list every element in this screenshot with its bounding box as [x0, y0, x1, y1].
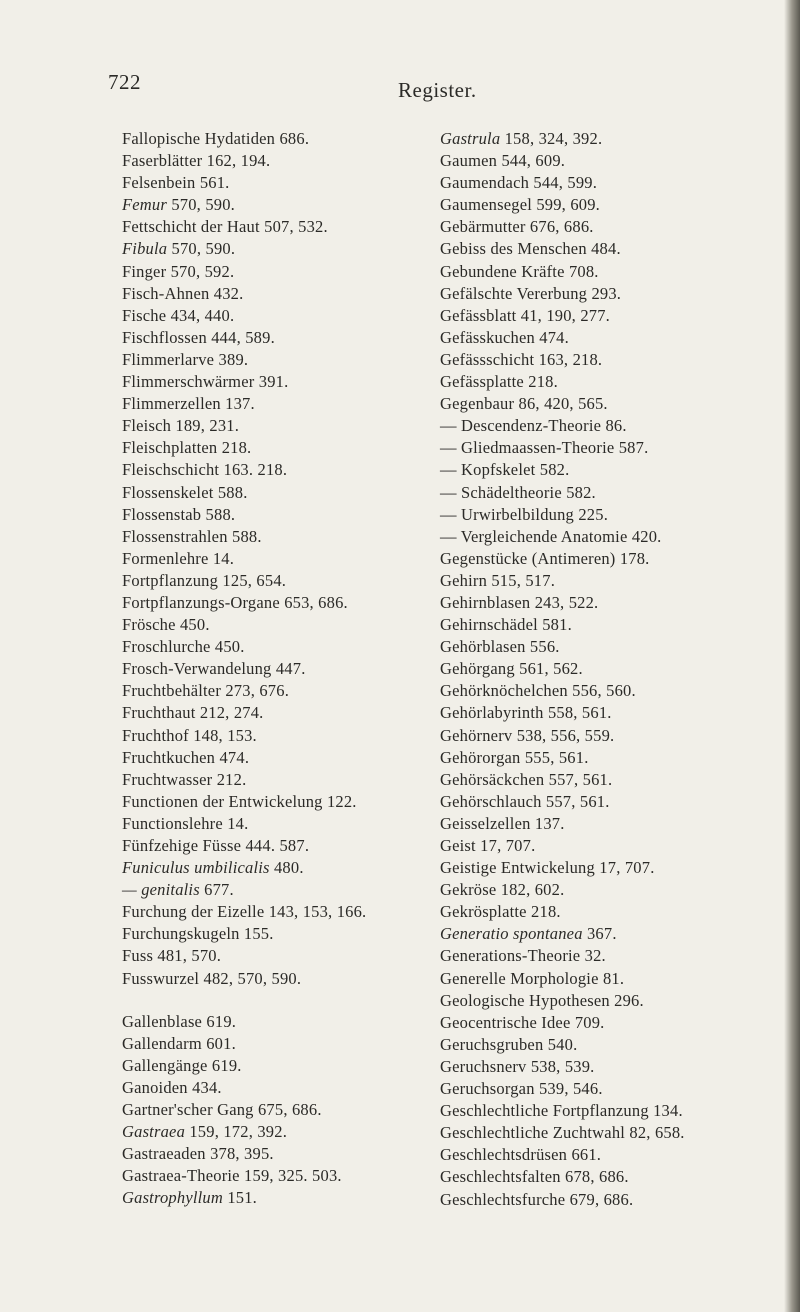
index-pages: 14.: [212, 548, 235, 568]
index-term: Gehirn: [440, 570, 488, 590]
index-entry: [122, 901, 432, 923]
index-term: Fallopische Hydatiden: [122, 129, 276, 148]
index-entry: [122, 570, 432, 592]
index-pages: 676, 686.: [529, 217, 594, 237]
index-entry: [440, 923, 770, 945]
index-pages: 558, 561.: [547, 703, 612, 723]
index-entry: [122, 658, 432, 680]
index-term: Fruchtbehälter: [122, 681, 222, 701]
index-pages: 218.: [221, 438, 252, 458]
index-term: Furchung der Eizelle: [122, 902, 265, 922]
index-pages: 677.: [204, 880, 234, 900]
index-term: Gehörorgan: [440, 747, 521, 767]
index-pages: 293.: [591, 283, 622, 303]
index-pages: 389.: [218, 349, 249, 369]
index-pages: 555, 561.: [524, 747, 589, 767]
index-term: Gegenstücke (Antimeren): [440, 548, 616, 568]
index-term: Geschlechtsdrüsen: [440, 1145, 568, 1165]
index-term: Geocentrische Idee: [440, 1012, 571, 1032]
index-pages: 159, 172, 392.: [189, 1122, 288, 1142]
index-entry: [440, 1034, 770, 1056]
index-pages: 661.: [571, 1145, 602, 1165]
index-entry: [440, 636, 770, 658]
index-term: Flimmerschwärmer: [122, 372, 255, 392]
index-term: Flossenstrahlen: [122, 526, 228, 546]
index-pages: 137.: [225, 394, 255, 414]
index-pages: 570, 592.: [170, 261, 235, 281]
index-pages: 582.: [566, 482, 596, 502]
index-entry: [440, 945, 770, 967]
index-pages: 444, 589.: [211, 327, 275, 347]
index-entry: [122, 614, 432, 636]
index-term: Fruchtkuchen: [122, 747, 216, 767]
index-entry: [122, 327, 432, 349]
index-entry: [122, 813, 432, 835]
index-entry: [122, 349, 432, 371]
index-pages: 539, 546.: [538, 1079, 603, 1099]
index-pages: 581.: [542, 615, 572, 635]
page-number: 722: [108, 70, 141, 94]
index-pages: 587.: [618, 438, 649, 458]
index-entry: [440, 1100, 770, 1122]
index-entry: [440, 725, 770, 747]
index-entry: [440, 371, 770, 393]
index-entry: [122, 128, 432, 150]
index-pages: 125, 654.: [222, 570, 287, 590]
index-entry: [122, 459, 432, 481]
index-entry: [122, 393, 432, 415]
index-pages: 432.: [213, 283, 244, 303]
index-entry: [122, 194, 432, 216]
index-term: Formenlehre: [122, 548, 209, 568]
index-entry: [122, 504, 432, 526]
index-term: Generations-Theorie: [440, 946, 581, 966]
index-term: — Schädeltheorie: [440, 482, 562, 502]
index-term: Gehörknöchelchen: [440, 681, 568, 701]
index-pages: 588.: [205, 504, 236, 524]
index-pages: 480.: [273, 858, 304, 878]
index-entry: [440, 835, 770, 857]
index-term: Gallendarm: [122, 1033, 202, 1053]
index-pages: 41, 190, 277.: [520, 305, 610, 325]
index-pages: 708.: [568, 261, 599, 281]
index-term: Gehörblasen: [440, 637, 526, 657]
index-column-right: [440, 128, 770, 1211]
index-pages: 538, 556, 559.: [516, 725, 615, 745]
index-entry: [122, 548, 432, 570]
index-term: Fuss: [122, 946, 154, 966]
index-term: Gastraea-Theorie: [122, 1166, 240, 1186]
index-term: Gefässschicht: [440, 349, 535, 369]
index-entry: [440, 968, 770, 990]
index-term: Fleischplatten: [122, 438, 218, 458]
index-term: Flimmerzellen: [122, 394, 221, 414]
index-term: Gastrula: [440, 129, 501, 148]
index-entry: [122, 680, 432, 702]
index-entry: [440, 349, 770, 371]
index-pages: 82, 658.: [629, 1123, 685, 1143]
index-entry: [122, 945, 432, 967]
index-pages: 653, 686.: [284, 592, 348, 612]
index-entry: [440, 1078, 770, 1100]
index-term: Geistige Entwickelung: [440, 858, 595, 878]
index-pages: 162, 194.: [206, 151, 271, 171]
index-entry: [440, 658, 770, 680]
index-entry: [122, 1055, 432, 1077]
index-entry: [122, 415, 432, 437]
index-term: Gegenbaur: [440, 394, 515, 414]
index-term: Gartner'scher Gang: [122, 1100, 254, 1120]
index-entry: [440, 901, 770, 923]
index-term: Fruchthaut: [122, 703, 196, 723]
index-pages: 218.: [531, 902, 561, 922]
index-entry: [440, 857, 770, 879]
index-entry: [440, 482, 770, 504]
index-term: Functionen der Entwickelung: [122, 791, 323, 811]
index-pages: 14.: [227, 813, 249, 833]
index-term: Gefässplatte: [440, 372, 524, 392]
index-entry: [440, 1144, 770, 1166]
index-term: Gefässblatt: [440, 305, 517, 325]
index-pages: 434.: [192, 1077, 222, 1097]
index-pages: 296.: [614, 990, 644, 1010]
index-pages: 482, 570, 590.: [203, 968, 302, 988]
index-entry: [440, 592, 770, 614]
index-term: Fettschicht der Haut: [122, 217, 260, 237]
index-pages: 474.: [219, 747, 250, 767]
index-term: Faserblätter: [122, 151, 203, 171]
index-entry: [122, 216, 432, 238]
index-term: Fortpflanzungs-Organe: [122, 592, 280, 612]
index-entry: [440, 305, 770, 327]
index-pages: 420.: [631, 526, 662, 546]
index-entry: [440, 459, 770, 481]
index-entry: [122, 747, 432, 769]
index-entry: [122, 172, 432, 194]
index-entry: [440, 1012, 770, 1034]
index-entry: [122, 1099, 432, 1121]
index-pages: 679, 686.: [569, 1189, 634, 1209]
index-entry: [440, 415, 770, 437]
index-entry: [440, 238, 770, 260]
index-entry: [122, 857, 432, 879]
index-entry: [440, 1166, 770, 1188]
index-term: Frosch-Verwandelung: [122, 659, 272, 679]
index-entry: [440, 747, 770, 769]
index-pages: 137.: [534, 813, 565, 833]
index-pages: 619.: [211, 1055, 242, 1075]
index-entry: [440, 990, 770, 1012]
index-term: Gebiss des Menschen: [440, 239, 587, 259]
index-pages: 557, 561.: [548, 769, 613, 789]
index-entry: [122, 526, 432, 548]
index-entry: [440, 791, 770, 813]
index-entry: [440, 702, 770, 724]
index-pages: 557, 561.: [545, 791, 610, 811]
index-term: Flossenstab: [122, 504, 202, 524]
index-pages: 588.: [217, 482, 248, 502]
index-entry: [122, 791, 432, 813]
index-entry: [122, 261, 432, 283]
index-pages: 556.: [529, 637, 560, 657]
index-pages: 134.: [653, 1101, 683, 1121]
index-pages: 561.: [199, 173, 230, 193]
index-term: Gebärmutter: [440, 217, 526, 237]
index-term: Gefälschte Vererbung: [440, 283, 588, 303]
index-pages: 484.: [591, 239, 621, 259]
index-pages: 178.: [619, 548, 650, 568]
index-term: Gehörlabyrinth: [440, 703, 544, 723]
index-term: Funiculus umbilicalis: [122, 858, 270, 878]
index-pages: 515, 517.: [491, 570, 556, 590]
index-pages: 212.: [216, 769, 247, 789]
index-term: Gaumendach: [440, 173, 530, 193]
index-entry: [440, 680, 770, 702]
index-pages: 81.: [602, 968, 625, 988]
index-entry: [122, 1165, 432, 1187]
index-term: Fleisch: [122, 416, 172, 436]
index-entry: [440, 570, 770, 592]
index-term: Fruchtwasser: [122, 769, 213, 789]
index-entry: [440, 548, 770, 570]
index-entry: [440, 1122, 770, 1144]
index-term: Fortpflanzung: [122, 570, 219, 590]
index-term: Ganoiden: [122, 1077, 188, 1097]
index-pages: 561, 562.: [519, 659, 583, 679]
index-term: Geruchsorgan: [440, 1079, 535, 1099]
index-pages: 86.: [605, 416, 627, 436]
index-term: Gaumensegel: [440, 195, 532, 215]
index-term: Gehörsäckchen: [440, 769, 545, 789]
index-term: Gastraea: [122, 1122, 186, 1142]
index-term: Geist: [440, 836, 476, 855]
index-pages: 538, 539.: [530, 1056, 595, 1076]
index-pages: 17, 707.: [480, 836, 536, 855]
index-pages: 678, 686.: [565, 1167, 629, 1187]
index-pages: 434, 440.: [170, 305, 235, 325]
index-term: Gehörnerv: [440, 725, 513, 745]
index-entry: [440, 614, 770, 636]
index-entry: [440, 813, 770, 835]
index-entry: [122, 1121, 432, 1143]
index-entry: [440, 526, 770, 548]
index-pages: 182, 602.: [500, 880, 565, 900]
index-term: Gehirnschädel: [440, 615, 538, 635]
index-term: Gaumen: [440, 151, 498, 171]
index-entry: [440, 128, 770, 150]
index-pages: 225.: [578, 504, 609, 524]
index-pages: 212, 274.: [199, 703, 264, 723]
index-pages: 163. 218.: [223, 460, 288, 480]
index-term: — Gliedmaassen-Theorie: [440, 438, 615, 458]
index-pages: 86, 420, 565.: [518, 394, 608, 414]
index-entry: [440, 194, 770, 216]
index-entry: [440, 879, 770, 901]
page-header-title: Register.: [398, 78, 477, 102]
index-pages: 540.: [547, 1034, 578, 1054]
index-term: Geruchsgruben: [440, 1034, 544, 1054]
index-term: Gekrösplatte: [440, 902, 527, 922]
index-pages: 189, 231.: [175, 416, 240, 436]
index-pages: 378, 395.: [210, 1144, 274, 1164]
index-term: Fibula: [122, 239, 168, 259]
index-pages: 151.: [227, 1188, 258, 1208]
index-term: — Kopfskelet: [440, 460, 536, 480]
index-pages: 686.: [279, 129, 310, 148]
index-pages: 570, 590.: [171, 195, 236, 215]
index-pages: 675, 686.: [257, 1100, 322, 1120]
index-entry: [122, 968, 432, 990]
index-pages: 582.: [539, 460, 570, 480]
index-entry: [440, 261, 770, 283]
index-term: Finger: [122, 261, 167, 281]
index-entry: [440, 504, 770, 526]
index-entry: [122, 725, 432, 747]
index-entry: [440, 1056, 770, 1078]
index-entry: [122, 769, 432, 791]
index-term: Geruchsnerv: [440, 1056, 527, 1076]
index-term: Gastraeaden: [122, 1144, 206, 1164]
index-pages: 709.: [574, 1012, 605, 1032]
index-term: Generelle Morphologie: [440, 968, 599, 988]
index-entry: [440, 393, 770, 415]
index-entry: [122, 437, 432, 459]
index-pages: 450.: [214, 637, 245, 657]
index-entry: [122, 702, 432, 724]
index-entry: [122, 482, 432, 504]
index-term: Generatio spontanea: [440, 924, 583, 944]
index-entry: [122, 1011, 432, 1033]
index-pages: 148, 153.: [193, 725, 257, 745]
index-pages: 507, 532.: [264, 217, 328, 237]
index-pages: 17, 707.: [599, 858, 655, 878]
index-term: Fünfzehige Füsse: [122, 836, 242, 855]
index-pages: 367.: [586, 924, 617, 944]
index-pages: 556, 560.: [572, 681, 636, 701]
index-term: Geschlechtsfurche: [440, 1189, 566, 1209]
index-entry: [122, 238, 432, 260]
index-pages: 544, 599.: [533, 173, 598, 193]
index-entry: [440, 172, 770, 194]
index-pages: 218.: [528, 372, 558, 392]
index-pages: 155.: [243, 924, 274, 944]
index-term: Femur: [122, 195, 167, 215]
index-term: Felsenbein: [122, 173, 196, 193]
index-term: Furchungskugeln: [122, 924, 240, 944]
index-term: Geschlechtliche Zuchtwahl: [440, 1123, 626, 1143]
index-pages: 481, 570.: [157, 946, 222, 966]
index-entry: [440, 1189, 770, 1211]
index-pages: 391.: [258, 372, 289, 392]
index-entry: [122, 1187, 432, 1209]
index-entry: [122, 283, 432, 305]
index-term: Gehörgang: [440, 659, 515, 679]
index-term: — Urwirbelbildung: [440, 504, 575, 524]
index-term: Gehörschlauch: [440, 791, 542, 811]
index-term: Fusswurzel: [122, 968, 200, 988]
index-term: Flossenskelet: [122, 482, 214, 502]
index-entry: [440, 437, 770, 459]
index-entry: [122, 923, 432, 945]
index-pages: 544, 609.: [501, 151, 566, 171]
index-pages: 32.: [584, 946, 606, 966]
index-entry: [122, 879, 432, 901]
index-term: — genitalis: [122, 880, 200, 900]
index-entry: [122, 592, 432, 614]
index-entry: [440, 283, 770, 305]
index-term: Frösche: [122, 615, 176, 635]
index-entry: [122, 371, 432, 393]
index-pages: 474.: [539, 327, 569, 347]
index-pages: 273, 676.: [225, 681, 290, 701]
index-term: Froschlurche: [122, 637, 211, 657]
index-entry: [122, 1077, 432, 1099]
index-pages: 599, 609.: [536, 195, 601, 215]
index-pages: 122.: [326, 791, 357, 811]
page-edge-shadow: [784, 0, 800, 1312]
index-pages: 601.: [206, 1033, 236, 1053]
index-pages: 159, 325. 503.: [244, 1166, 342, 1186]
index-term: Geschlechtliche Fortpflanzung: [440, 1101, 649, 1121]
index-entry: [122, 835, 432, 857]
index-pages: 163, 218.: [538, 349, 603, 369]
index-pages: 444. 587.: [245, 836, 310, 855]
index-term: Gastrophyllum: [122, 1188, 223, 1208]
index-entry: [122, 1143, 432, 1165]
index-entry: [122, 636, 432, 658]
index-pages: 450.: [179, 615, 210, 635]
index-term: — Vergleichende Anatomie: [440, 526, 628, 546]
index-entry: [440, 150, 770, 172]
index-term: Gallengänge: [122, 1055, 208, 1075]
index-term: Geologische Hypothesen: [440, 990, 610, 1010]
index-term: Fischflossen: [122, 327, 207, 347]
index-pages: 447.: [275, 659, 306, 679]
index-term: Geisselzellen: [440, 813, 531, 833]
index-term: Gallenblase: [122, 1011, 203, 1031]
index-entry: [122, 1033, 432, 1055]
index-term: Gebundene Kräfte: [440, 261, 565, 281]
index-pages: 570, 590.: [171, 239, 236, 259]
index-pages: 158, 324, 392.: [504, 129, 603, 148]
index-term: Fleischschicht: [122, 460, 220, 480]
index-entry: [440, 327, 770, 349]
index-term: Geschlechtsfalten: [440, 1167, 561, 1187]
index-entry: [440, 769, 770, 791]
index-term: Gehirnblasen: [440, 592, 531, 612]
index-pages: 619.: [206, 1011, 237, 1031]
index-term: Functionslehre: [122, 813, 223, 833]
index-pages: 243, 522.: [534, 592, 599, 612]
index-term: — Descendenz-Theorie: [440, 416, 602, 436]
index-column-left: [122, 128, 432, 1210]
index-term: Fische: [122, 305, 167, 325]
index-pages: 588.: [232, 526, 262, 546]
index-term: Fruchthof: [122, 725, 189, 745]
index-entry: [122, 150, 432, 172]
index-entry: [440, 216, 770, 238]
index-term: Fisch-Ahnen: [122, 283, 210, 303]
index-term: Gefässkuchen: [440, 327, 535, 347]
index-pages: 143, 153, 166.: [268, 902, 367, 922]
index-entry: [122, 305, 432, 327]
index-term: Gekröse: [440, 880, 497, 900]
index-term: Flimmerlarve: [122, 349, 215, 369]
